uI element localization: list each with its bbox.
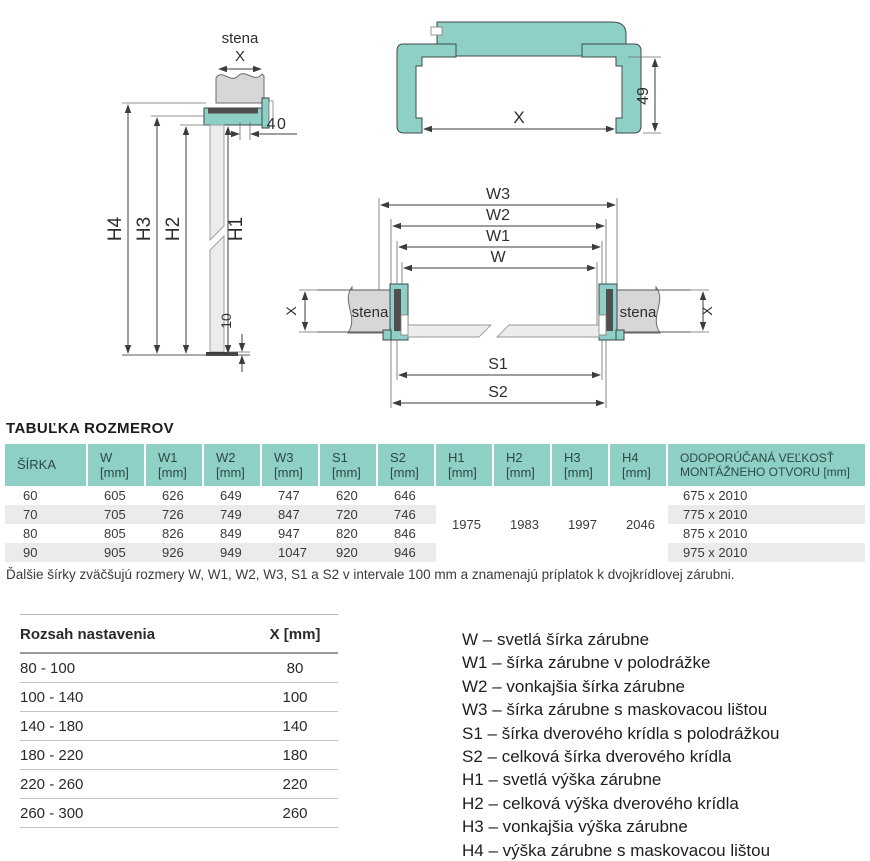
head-seal <box>208 109 258 114</box>
column-header: W [mm] <box>88 444 146 486</box>
legend-item: W2 – vonkajšia šírka zárubne <box>462 676 685 696</box>
legend-item: H3 – vonkajšia výška zárubne <box>462 817 688 837</box>
legend-item: S2 – celková šírka dverového krídla <box>462 747 732 767</box>
h2-label: H2 <box>163 216 184 242</box>
legend-item: S1 – šírka dverového krídla s polodrážkou <box>462 723 780 743</box>
column-header: W1 [mm] <box>146 444 204 486</box>
vertical-section-diagram <box>105 30 297 372</box>
w-label: W <box>490 249 506 266</box>
column-header: H2 [mm] <box>494 444 552 486</box>
column-header: W3 [mm] <box>262 444 320 486</box>
table-row: 140 - 180 140 <box>20 712 338 741</box>
left-jamb-rebate <box>401 315 408 335</box>
range-column-header: Rozsah nastavenia <box>20 626 156 643</box>
door-leaf-lower <box>210 236 224 352</box>
profile-x-label: X <box>513 108 525 127</box>
table-row: 100 - 140 100 <box>20 683 338 712</box>
h3-value: 1997 <box>568 516 597 532</box>
right-wall-label: stena <box>619 304 657 321</box>
door-leaf-right <box>497 325 599 337</box>
table-row: 60 605 626 649 747 620 646 675 x 2010 <box>23 488 748 503</box>
h4-label: H4 <box>105 216 126 242</box>
column-header: W2 [mm] <box>204 444 262 486</box>
wall-label: stena <box>221 30 259 47</box>
adjustment-table <box>20 614 338 828</box>
floor-gap-label: 10 <box>218 313 234 329</box>
table-row: 180 - 220 180 <box>20 741 338 770</box>
h2-value: 1983 <box>510 516 539 532</box>
table-footnote: Ďalšie šírky zväčšujú rozmery W, W1, W2, W3, S1 a S2 v intervale 100 mm a znamenajú príplatok k dvojkrídlovej zárubni. <box>6 567 735 582</box>
dimension-legend <box>462 628 780 861</box>
size-table <box>5 444 865 562</box>
legend-item: H1 – svetlá výška zárubne <box>462 770 662 790</box>
s2-label: S2 <box>488 384 508 401</box>
left-wall-label: stena <box>351 304 389 321</box>
table-row: 220 - 260 220 <box>20 770 338 799</box>
h4-value: 2046 <box>626 516 655 532</box>
table-row: 70 705 726 749 847 720 746 775 x 2010 <box>5 505 865 524</box>
table-row: 80 805 826 849 947 820 846 875 x 2010 <box>23 526 748 541</box>
legend-item: H2 – celková výška dverového krídla <box>462 793 739 813</box>
technical-diagrams <box>0 0 870 415</box>
height-values-merged-cells <box>436 486 668 562</box>
size-table-body <box>5 486 865 562</box>
door-leaf-upper <box>210 125 224 240</box>
column-header: H1 [mm] <box>436 444 494 486</box>
table-row: 90 905 926 949 1047 920 946 975 x 2010 <box>5 543 865 562</box>
wall-width-x-label: X <box>234 48 246 65</box>
h3-label: H3 <box>134 216 155 242</box>
size-table-title: TABUĽKA ROZMEROV <box>6 420 175 437</box>
adjustment-table-header <box>20 615 338 654</box>
column-header: S1 [mm] <box>320 444 378 486</box>
table-row: 80 - 100 80 <box>20 654 338 683</box>
left-jamb-seal <box>394 289 401 331</box>
size-table-header <box>5 444 865 486</box>
right-jamb-rebate <box>599 315 606 335</box>
column-header: H3 [mm] <box>552 444 610 486</box>
h1-value: 1975 <box>452 516 481 532</box>
column-header: S2 [mm] <box>378 444 436 486</box>
profile-depth-label: 49 <box>635 87 652 105</box>
column-header: ODOPORÚČANÁ VEĽKOSŤ MONTÁŽNEHO OTVORU [mm] <box>668 444 865 486</box>
left-x-label: X <box>283 306 299 316</box>
head-offset-label: 40 <box>266 116 288 133</box>
horizontal-section-diagram <box>283 186 715 408</box>
right-jamb-foot <box>616 330 624 340</box>
head-profile-diagram <box>397 22 661 133</box>
w1-label: W1 <box>486 228 510 245</box>
left-jamb-foot <box>383 330 391 340</box>
column-header: H4 [mm] <box>610 444 668 486</box>
right-x-label: X <box>699 306 715 316</box>
right-jamb-seal <box>606 289 613 331</box>
profile-left-leg <box>397 44 456 133</box>
w3-label: W3 <box>486 186 510 203</box>
s1-label: S1 <box>488 356 508 373</box>
legend-item: W – svetlá šírka zárubne <box>462 630 650 649</box>
w2-label: W2 <box>486 207 510 224</box>
table-row: 260 - 300 260 <box>20 799 338 828</box>
legend-item: W3 – šírka zárubne s maskovacou lištou <box>462 700 768 720</box>
h1-label: H1 <box>226 216 247 242</box>
legend-item: W1 – šírka zárubne v polodrážke <box>462 653 711 673</box>
profile-notch <box>431 27 442 35</box>
x-column-header: X [mm] <box>269 626 321 643</box>
legend-item: H4 – výška zárubne s maskovacou lištou <box>462 840 771 860</box>
wall-section <box>216 74 264 103</box>
column-header: ŠÍRKA <box>5 444 88 486</box>
door-leaf-left <box>408 325 491 337</box>
